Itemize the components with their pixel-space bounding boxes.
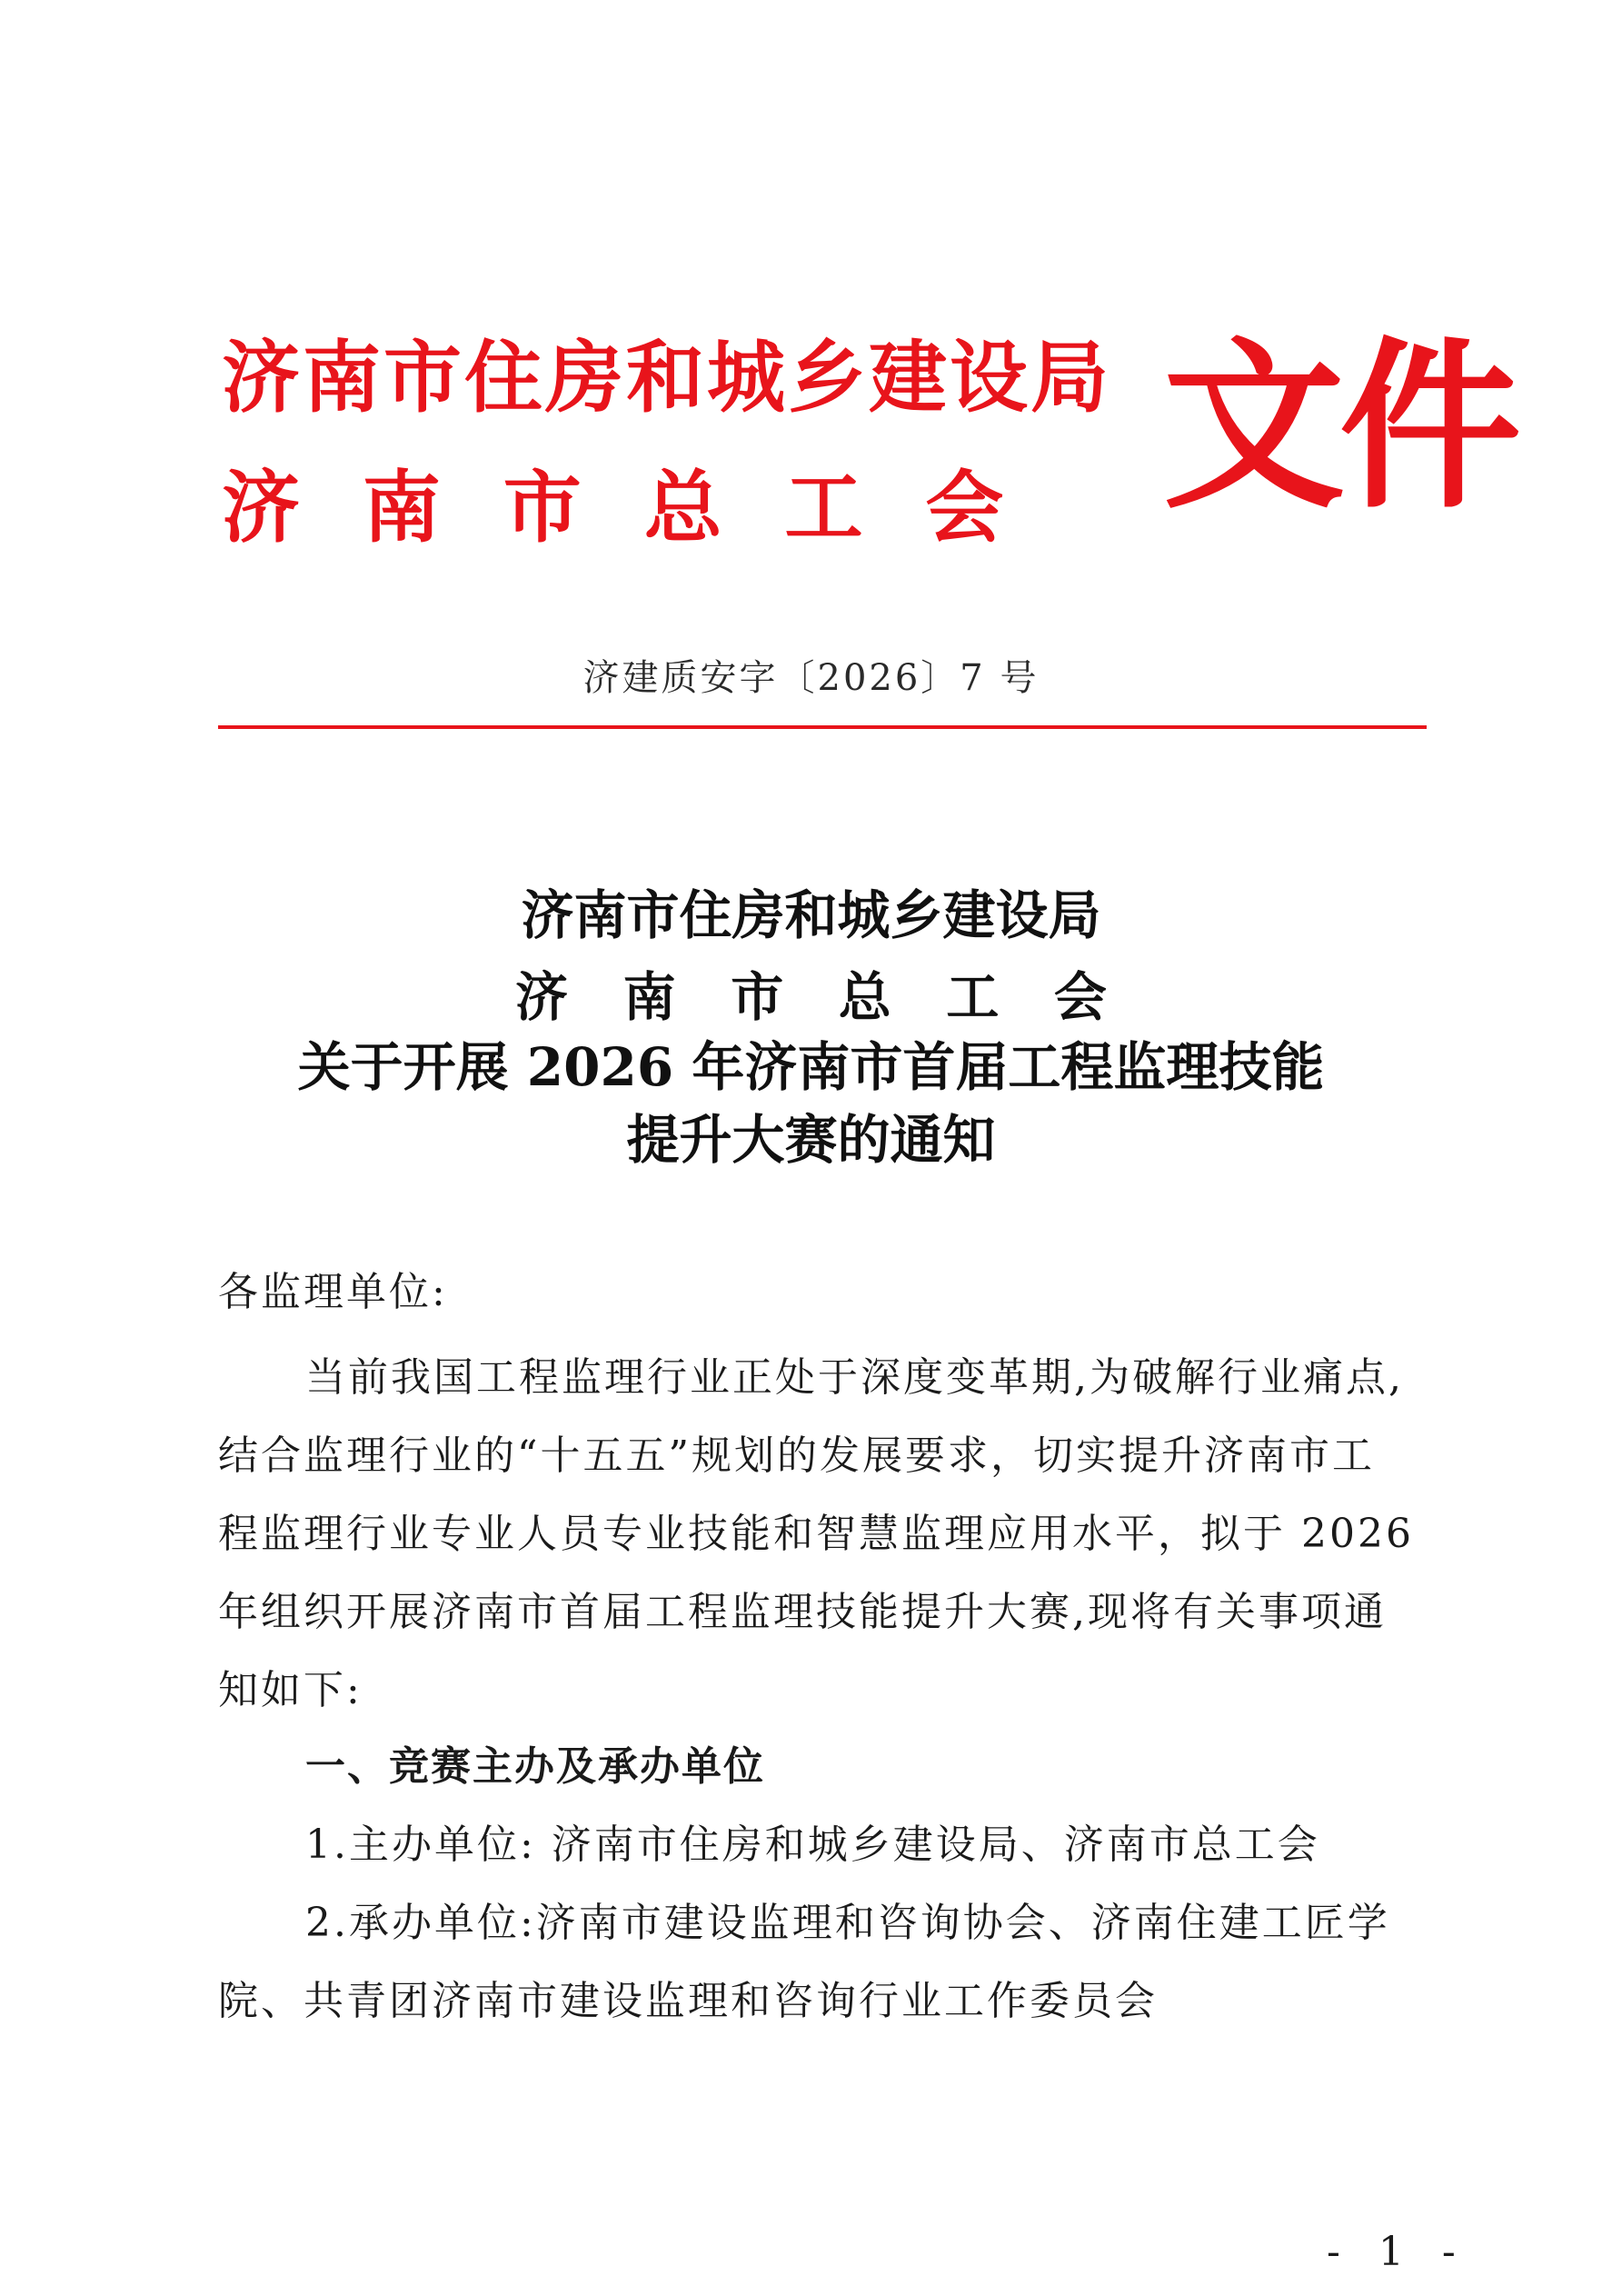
paragraph-line: 年组织开展济南市首届工程监理技能提升大赛,现将有关事项通 — [218, 1589, 1387, 1635]
title-line-3: 关于开展 2026 年济南市首届工程监理技能 — [297, 1036, 1325, 1098]
paragraph-line: 程监理行业专业人员专业技能和智慧监理应用水平，拟于 2026 — [218, 1511, 1414, 1557]
title-line-2: 济 南 市 总 工 会 — [515, 966, 1107, 1028]
red-separator-line — [218, 725, 1427, 729]
paragraph-line: 知如下: — [218, 1667, 363, 1713]
paragraph-line: 结合监理行业的“十五五”规划的发展要求，切实提升济南市工 — [218, 1433, 1375, 1479]
page-number: - 1 - — [1327, 2229, 1468, 2275]
list-item-organizer: 1.主办单位: 济南市住房和城乡建设局、济南市总工会 — [305, 1822, 1320, 1868]
document-label: 文件 — [1163, 320, 1517, 534]
section-heading: 一、竞赛主办及承办单位 — [305, 1743, 765, 1790]
document-number: 济建质安字〔2026〕7 号 — [582, 657, 1040, 699]
list-item-undertaker: 2.承办单位:济南市建设监理和咨询协会、济南住建工匠学 — [305, 1900, 1390, 1946]
issuer-name-trade-union: 济 南 市 总 工 会 — [222, 462, 1007, 554]
salutation: 各监理单位: — [218, 1269, 448, 1315]
paragraph-line: 当前我国工程监理行业正处于深度变革期,为破解行业痛点, — [305, 1354, 1404, 1401]
title-line-4: 提升大赛的通知 — [626, 1109, 996, 1171]
issuer-name-housing-bureau: 济南市住房和城乡建设局 — [222, 332, 1111, 424]
list-item-undertaker-cont: 院、共青团济南市建设监理和咨询行业工作委员会 — [218, 1978, 1158, 2024]
title-line-1: 济南市住房和城乡建设局 — [521, 884, 1101, 946]
